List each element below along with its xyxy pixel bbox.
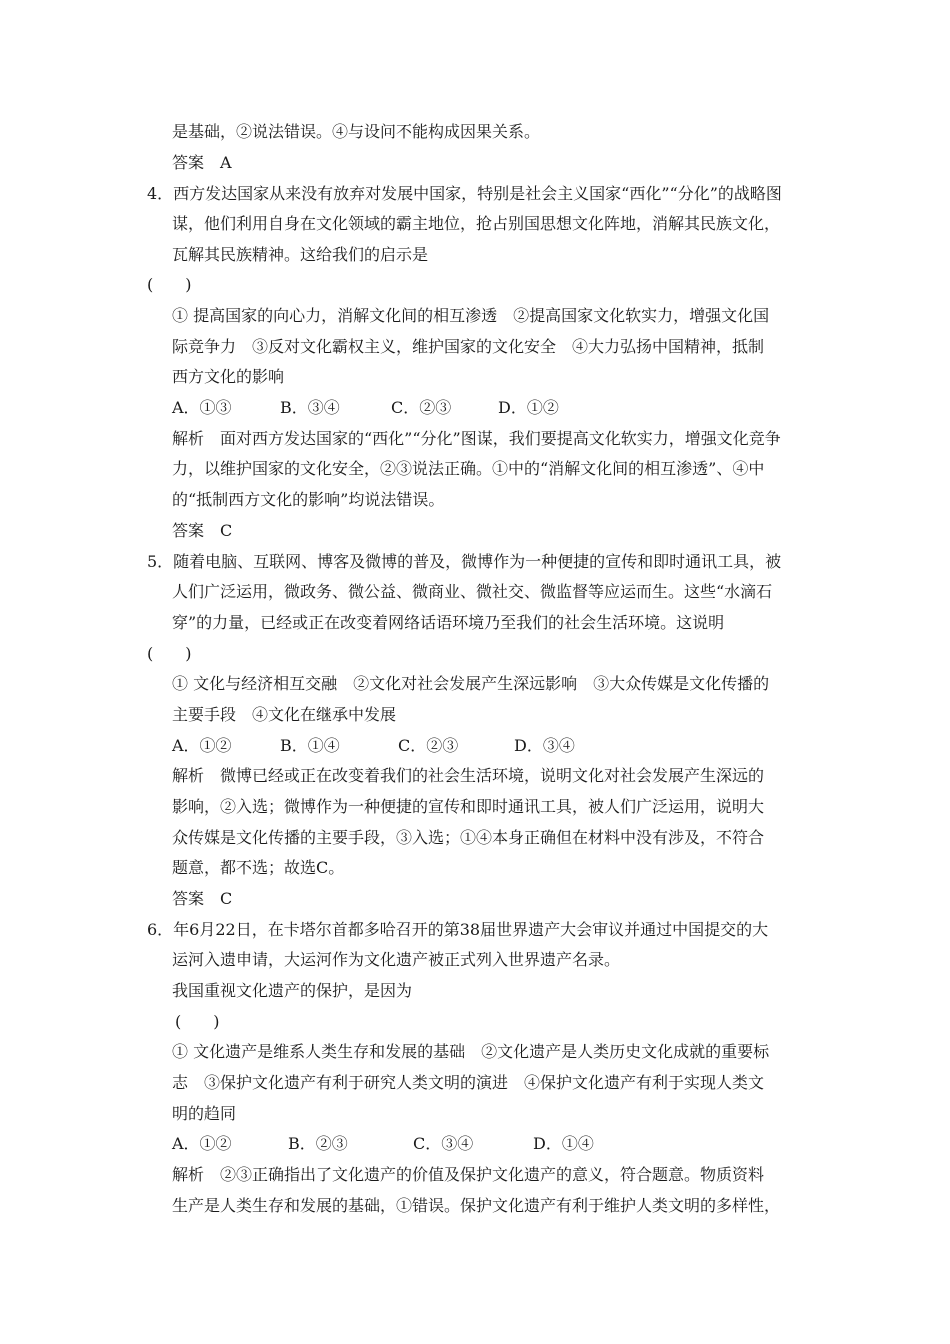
q5-options-line-1: ① 文化与经济相互交融 ②文化对社会发展产生深远影响 ③大众传媒是文化传播的 xyxy=(172,674,770,693)
q6-choice-a: A．①② xyxy=(172,1134,232,1153)
q4-explanation-line-1: 解析 面对西方发达国家的“西化”“分化”图谋，我们要提高文化软实力，增强文化竞争 xyxy=(172,429,781,448)
q5-choice-b: B．①④ xyxy=(280,736,340,755)
q5-answer-bracket: ( ) xyxy=(147,644,192,663)
q6-stem-line-3: 我国重视文化遗产的保护，是因为 xyxy=(172,981,413,1000)
q6-choice-b: B．②③ xyxy=(288,1134,348,1153)
q6-explanation-line-1: 解析 ②③正确指出了文化遗产的价值及保护文化遗产的意义，符合题意。物质资料 xyxy=(172,1165,765,1184)
q6-answer-bracket: ( ) xyxy=(175,1012,220,1031)
q4-explanation-line-2: 力，以维护国家的文化安全，②③说法正确。①中的“消解文化间的相互渗透”、④中 xyxy=(172,459,765,478)
prev-answer: 答案 A xyxy=(172,153,232,172)
q5-options-line-2: 主要手段 ④文化在继承中发展 xyxy=(172,705,397,724)
q4-options-line-2: 际竞争力 ③反对文化霸权主义，维护国家的文化安全 ④大力弘扬中国精神，抵制 xyxy=(172,337,765,356)
q4-explanation-line-3: 的“抵制西方文化的影响”均说法错误。 xyxy=(172,490,445,509)
q6-stem-line-1: 6．年6月22日，在卡塔尔首都多哈召开的第38届世界遗产大会审议并通过中国提交的大 xyxy=(147,920,769,939)
q5-explanation-line-2: 影响，②入选；微博作为一种便捷的宣传和即时通讯工具，被人们广泛运用，说明大 xyxy=(172,797,765,816)
q5-stem-line-3: 穿”的力量，已经或正在改变着网络话语环境乃至我们的社会生活环境。这说明 xyxy=(172,613,725,632)
q6-choice-d: D．①④ xyxy=(533,1134,594,1153)
q5-explanation-line-1: 解析 微博已经或正在改变着我们的社会生活环境，说明文化对社会发展产生深远的 xyxy=(172,766,765,785)
q6-options-line-1: ① 文化遗产是维系人类生存和发展的基础 ②文化遗产是人类历史文化成就的重要标 xyxy=(172,1042,770,1061)
q6-choice-c: C．③④ xyxy=(413,1134,474,1153)
q4-choice-b: B．③④ xyxy=(280,398,340,417)
q5-explanation-line-3: 众传媒是文化传播的主要手段，③入选；①④本身正确但在材料中没有涉及，不符合 xyxy=(172,828,765,847)
prev-explanation-line: 是基础，②说法错误。④与设问不能构成因果关系。 xyxy=(172,122,541,141)
q5-explanation-line-4: 题意，都不选；故选C。 xyxy=(172,858,345,877)
q4-choice-c: C．②③ xyxy=(391,398,452,417)
q4-stem-line-1: 4．西方发达国家从来没有放弃对发展中国家，特别是社会主义国家“西化”“分化”的战略图 xyxy=(147,184,782,203)
q5-stem-line-2: 人们广泛运用，微政务、微公益、微商业、微社交、微监督等应运而生。这些“水滴石 xyxy=(172,582,773,601)
q4-stem-line-3: 瓦解其民族精神。这给我们的启示是 xyxy=(172,245,429,264)
q6-options-line-2: 志 ③保护文化遗产有利于研究人类文明的演进 ④保护文化遗产有利于实现人类文 xyxy=(172,1073,765,1092)
q4-answer-bracket: ( ) xyxy=(147,275,192,294)
q6-stem-line-2: 运河入遗申请，大运河作为文化遗产被正式列入世界遗产名录。 xyxy=(172,950,621,969)
q4-options-line-3: 西方文化的影响 xyxy=(172,367,285,386)
q4-choice-a: A．①③ xyxy=(172,398,232,417)
q4-answer: 答案 C xyxy=(172,521,233,540)
q5-stem-line-1: 5．随着电脑、互联网、博客及微博的普及，微博作为一种便捷的宣传和即时通讯工具，被 xyxy=(147,552,782,571)
q5-choice-d: D．③④ xyxy=(514,736,575,755)
q6-options-line-3: 明的趋同 xyxy=(172,1104,237,1123)
q5-choice-c: C．②③ xyxy=(398,736,459,755)
q6-explanation-line-2: 生产是人类生存和发展的基础，①错误。保护文化遗产有利于维护人类文明的多样性， xyxy=(172,1196,781,1215)
q4-choice-d: D．①② xyxy=(498,398,559,417)
q5-answer: 答案 C xyxy=(172,889,233,908)
q4-stem-line-2: 谋，他们利用自身在文化领域的霸主地位，抢占别国思想文化阵地，消解其民族文化， xyxy=(172,214,781,233)
q5-choice-a: A．①② xyxy=(172,736,232,755)
q4-options-line-1: ① 提高国家的向心力，消解文化间的相互渗透 ②提高国家文化软实力，增强文化国 xyxy=(172,306,770,325)
